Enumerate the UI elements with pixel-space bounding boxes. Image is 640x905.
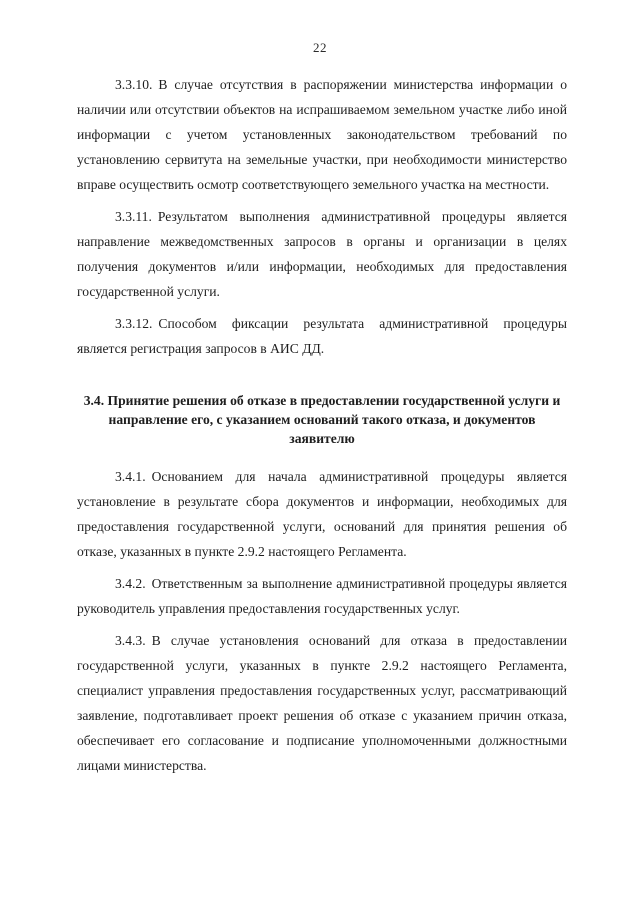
section-heading-3-4: 3.4. Принятие решения об отказе в предоставлении государственной услуги и направление его, с указанием оснований такого отказа, и документов заявителю [83, 393, 561, 446]
paragraph-number: 3.4.2. [115, 576, 146, 591]
paragraph-text: Ответственным за выполнение административной процедуры является руководитель управления предоставления государственных услуг. [77, 576, 567, 616]
paragraph-number: 3.3.11. [115, 209, 152, 224]
paragraph-text: Способом фиксации результата административной процедуры является регистрация запросов в АИС ДД. [77, 316, 567, 356]
paragraph-3-4-1 [77, 464, 567, 564]
paragraph-3-4-3 [77, 628, 567, 778]
document-body [77, 72, 567, 785]
paragraph-3-4-2 [77, 571, 567, 621]
page-number: 22 [313, 40, 327, 55]
paragraph-number: 3.3.12. [115, 316, 153, 331]
paragraph-text: Основанием для начала административной процедуры является установление в результате сбора документов и информации, необходимых для предоставления государственной услуги, оснований для принятия решения об отказе, указанных в пункте 2.9.2 настоящего Регламента. [77, 469, 567, 559]
paragraph-text: В случае отсутствия в распоряжении министерства информации о наличии или отсутствии объектов на испрашиваемом земельном участке либо иной информации с учетом установленных законодательством требований по установлению сервитута на земельные участки, при необходимости министерство вправе осуществить осмотр соответствующего земельного участка на местности. [77, 77, 567, 192]
paragraph-3-3-12 [77, 311, 567, 361]
paragraph-3-3-11 [77, 204, 567, 304]
paragraph-3-3-10 [77, 72, 567, 197]
paragraph-text: Результатом выполнения административной процедуры является направление межведомственных запросов в органы и организации в целях получения документов и/или информации, необходимых для предоставления государственной услуги. [77, 209, 567, 299]
paragraph-number: 3.3.10. [115, 77, 153, 92]
paragraph-number: 3.4.3. [115, 633, 146, 648]
paragraph-number: 3.4.1. [115, 469, 146, 484]
paragraph-text: В случае установления оснований для отказа в предоставлении государственной услуги, указанных в пункте 2.9.2 настоящего Регламента, специалист управления предоставления государственных услуг, рассматривающий заявление, подготавливает проект решения об отказе с указанием причин отказа, обеспечивает его согласование и подписание уполномоченными должностными лицами министерства. [77, 633, 567, 773]
